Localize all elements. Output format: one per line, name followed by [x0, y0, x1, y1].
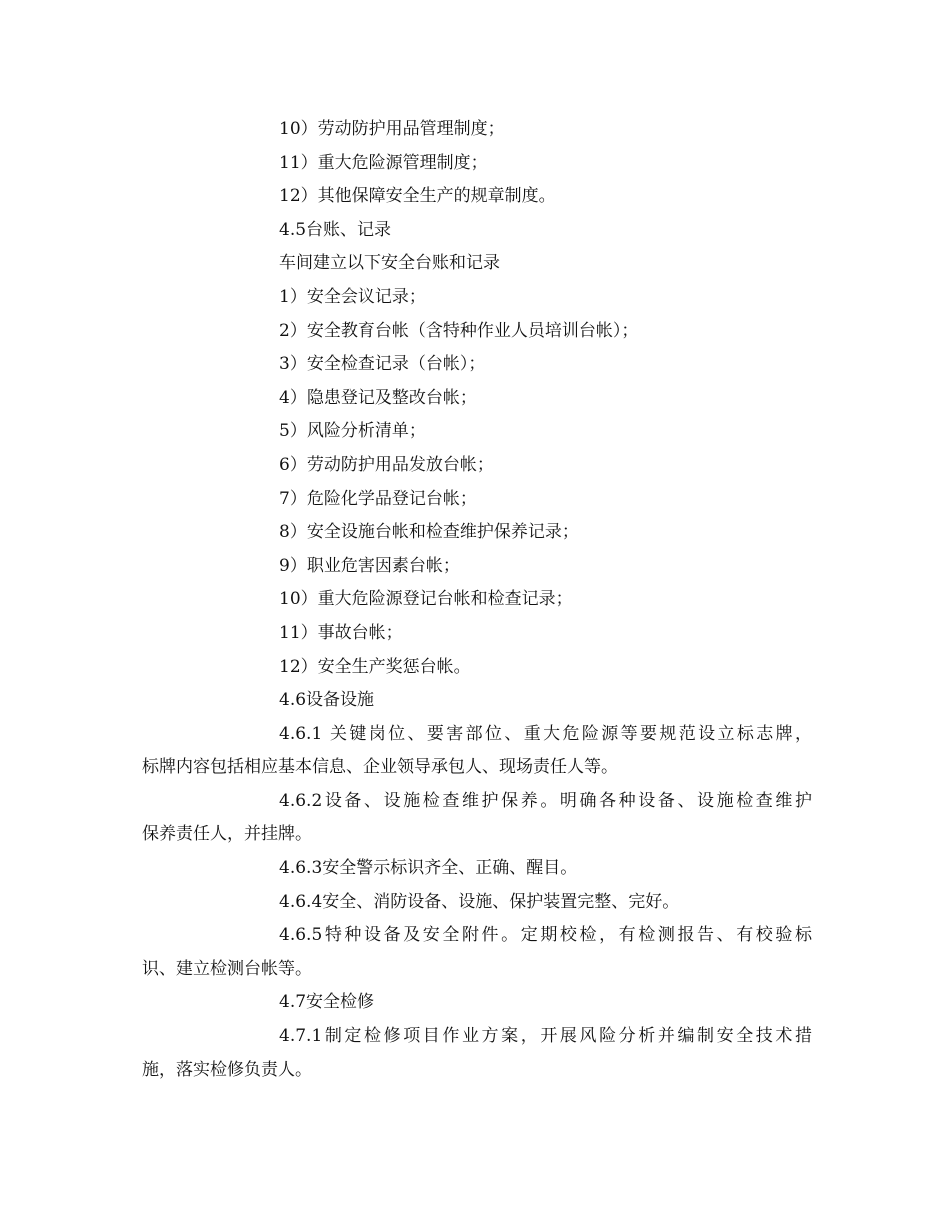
- document-body: [142, 113, 812, 1087]
- paragraph: 车间建立以下安全台账和记录: [279, 253, 500, 274]
- list-item: 11）事故台帐；: [279, 622, 403, 643]
- paragraph-line: 识、建立检测台帐等。: [142, 958, 312, 979]
- paragraph-line: 4.6.2设备、设施检查维护保养。明确各种设备、设施检查维护: [279, 790, 812, 811]
- list-item: 12）安全生产奖惩台帐。: [279, 656, 471, 677]
- list-item: 11）重大危险源管理制度；: [279, 152, 488, 173]
- list-item: 8）安全设施台帐和检查维护保养记录；: [279, 522, 579, 543]
- list-item: 7）危险化学品登记台帐；: [279, 488, 477, 509]
- paragraph-line: 4.6.1 关键岗位、要害部位、重大危险源等要规范设立标志牌，: [279, 723, 812, 744]
- section-heading: 4.7安全检修: [279, 992, 375, 1013]
- paragraph-line: 保养责任人，并挂牌。: [142, 824, 312, 845]
- section-heading: 4.5台账、记录: [279, 219, 392, 240]
- paragraph-line: 4.7.1制定检修项目作业方案，开展风险分析并编制安全技术措: [279, 1026, 812, 1047]
- section-heading: 4.6设备设施: [279, 690, 375, 711]
- list-item: 1）安全会议记录；: [279, 286, 426, 307]
- list-item: 5）风险分析清单；: [279, 421, 426, 442]
- paragraph-line: 标牌内容包括相应基本信息、企业领导承包人、现场责任人等。: [142, 757, 618, 778]
- list-item: 2）安全教育台帐（含特种作业人员培训台帐）；: [279, 320, 639, 341]
- list-item: 10）劳动防护用品管理制度；: [279, 119, 505, 139]
- list-item: 12）其他保障安全生产的规章制度。: [279, 186, 556, 207]
- list-item: 10）重大危险源登记台帐和检查记录；: [279, 589, 573, 610]
- paragraph-line: 施，落实检修负责人。: [142, 1059, 312, 1080]
- list-item: 9）职业危害因素台帐；: [279, 555, 460, 576]
- paragraph-line: 4.6.4安全、消防设备、设施、保护装置完整、完好。: [279, 891, 680, 912]
- paragraph-line: 4.6.5特种设备及安全附件。定期校检，有检测报告、有校验标: [279, 925, 812, 946]
- list-item: 4）隐患登记及整改台帐；: [279, 387, 477, 408]
- list-item: 3）安全检查记录（台帐）；: [279, 354, 486, 375]
- list-item: 6）劳动防护用品发放台帐；: [279, 454, 494, 475]
- paragraph-line: 4.6.3安全警示标识齐全、正确、醒目。: [279, 858, 578, 879]
